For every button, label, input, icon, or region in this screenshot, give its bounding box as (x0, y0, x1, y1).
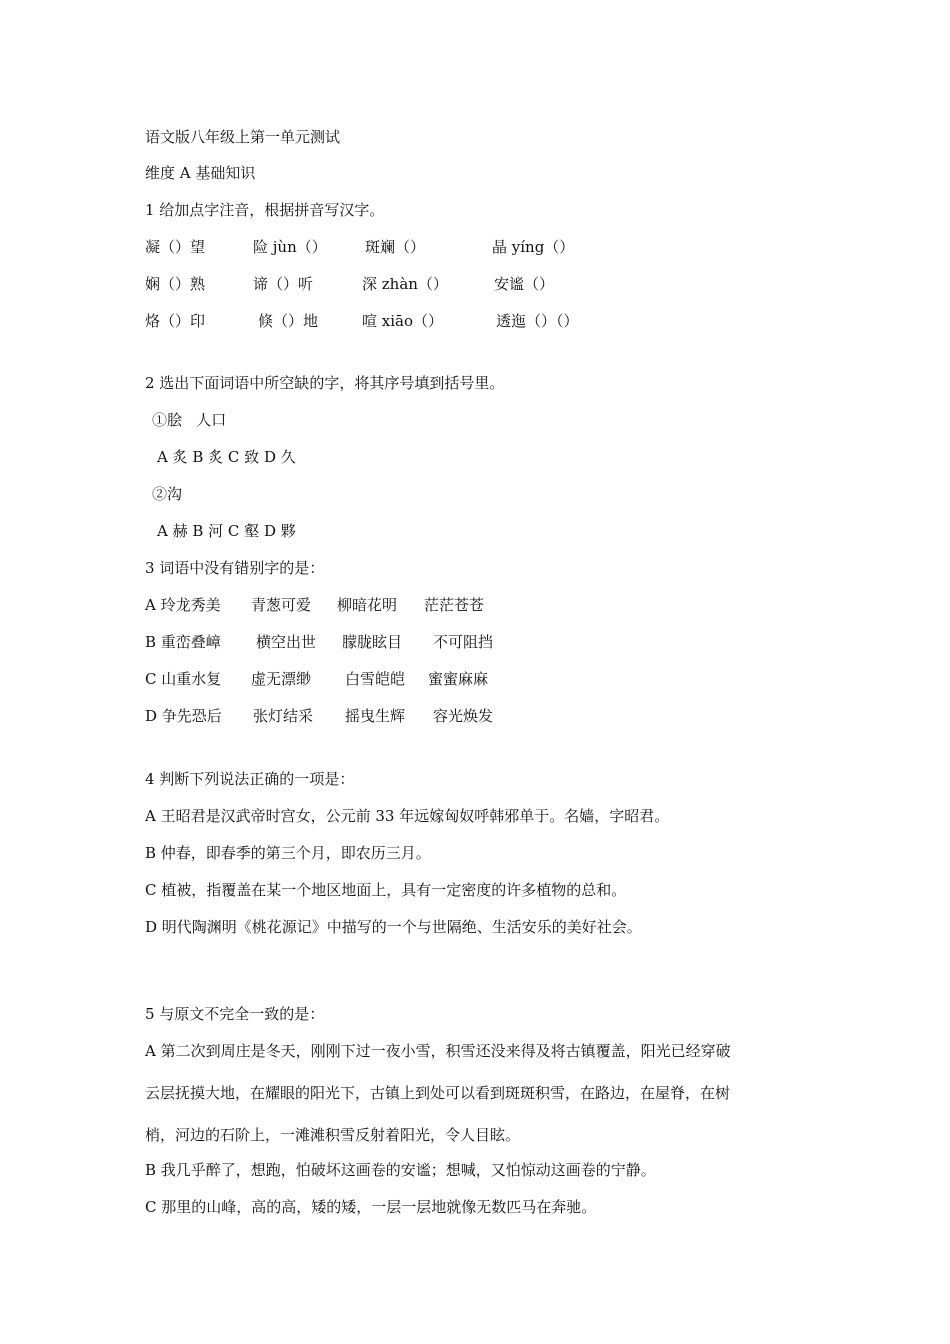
q5-option-a-line: 云层抚摸大地，在耀眼的阳光下，古镇上到处可以看到斑斑积雪，在路边，在屋脊，在树 (145, 1084, 731, 1102)
q1-cell: 险 jùn（） (253, 238, 327, 256)
q1-prompt: 1 给加点字注音，根据拼音写汉字。 (145, 201, 385, 219)
q3-cell: 不可阻挡 (433, 633, 494, 651)
q2-item-1: ①脍 人口 (152, 411, 227, 429)
q1-cell: 深 zhàn（） (362, 275, 448, 293)
q5-option-b: B 我几乎醉了，想跑，怕破坏这画卷的安谧；想喊，又怕惊动这画卷的宁静。 (145, 1161, 656, 1179)
q3-cell: 白雪皑皑 (345, 670, 406, 688)
q3-cell: 虚无漂缈 (251, 670, 312, 688)
q3-cell: 蜜蜜麻麻 (428, 670, 489, 688)
q1-cell: 喧 xiāo（） (362, 312, 443, 330)
q5-option-a-line: 梢，河边的石阶上，一滩滩积雪反射着阳光，令人目眩。 (145, 1126, 521, 1144)
q3-cell: 青葱可爱 (251, 596, 312, 614)
q3-cell: 茫茫苍苍 (424, 596, 485, 614)
q3-cell: 横空出世 (256, 633, 317, 651)
q2-item-2: ②沟 (152, 485, 183, 503)
q3-cell: D 争先恐后 (145, 707, 222, 725)
q1-cell: 透迤（）（） (496, 312, 579, 330)
q4-option-b: B 仲春，即春季的第三个月，即农历三月。 (145, 844, 431, 862)
document-title: 语文版八年级上第一单元测试 (145, 128, 341, 146)
q1-cell: 娴（）熟 (145, 275, 206, 293)
section-heading: 维度 A 基础知识 (145, 164, 256, 182)
q5-prompt: 5 与原文不完全一致的是： (145, 1005, 325, 1023)
q5-option-c: C 那里的山峰，高的高，矮的矮，一层一层地就像无数匹马在奔驰。 (145, 1198, 597, 1216)
q2-options-2: A 赫 B 河 C 壑 D 夥 (157, 522, 296, 540)
q4-prompt: 4 判断下列说法正确的一项是： (145, 770, 355, 788)
q2-prompt: 2 选出下面词语中所空缺的字，将其序号填到括号里。 (145, 374, 505, 392)
q3-cell: 朦胧眩目 (342, 633, 403, 651)
q4-option-d: D 明代陶渊明《桃花源记》中描写的一个与世隔绝、生活安乐的美好社会。 (145, 918, 642, 936)
q4-option-a: A 王昭君是汉武帝时宫女，公元前 33 年远嫁匈奴呼韩邪单于。名嫱，字昭君。 (145, 807, 670, 825)
q2-options-1: A 炙 B 炙 C 致 D 久 (157, 448, 296, 466)
q3-cell: A 玲龙秀美 (145, 596, 221, 614)
q1-cell: 倏（）地 (258, 312, 319, 330)
q1-cell: 安谧（） (494, 275, 555, 293)
q1-cell: 斑斓（） (365, 238, 426, 256)
q3-cell: B 重峦叠嶂 (145, 633, 221, 651)
q3-cell: 摇曳生辉 (345, 707, 406, 725)
q4-option-c: C 植被，指覆盖在某一个地区地面上，具有一定密度的许多植物的总和。 (145, 881, 627, 899)
q1-cell: 烙（）印 (145, 312, 206, 330)
q3-cell: C 山重水复 (145, 670, 222, 688)
q1-cell: 晶 yíng（） (492, 238, 575, 256)
q1-cell: 谛（）听 (253, 275, 314, 293)
q5-option-a-line: A 第二次到周庄是冬天，刚刚下过一夜小雪，积雪还没来得及将古镇覆盖，阳光已经穿破 (145, 1042, 731, 1060)
q1-cell: 凝（）望 (145, 238, 206, 256)
q3-cell: 张灯结采 (253, 707, 314, 725)
q3-cell: 容光焕发 (433, 707, 494, 725)
q3-prompt: 3 词语中没有错别字的是： (145, 559, 325, 577)
q3-cell: 柳暗花明 (337, 596, 398, 614)
